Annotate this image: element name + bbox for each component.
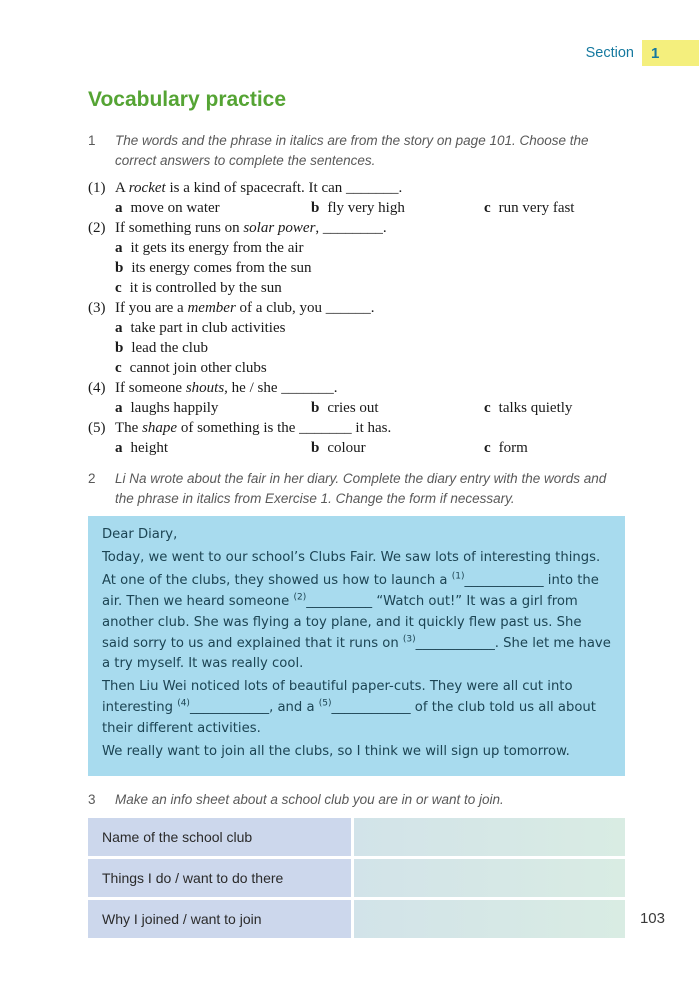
blank-number: (1) [451,571,465,582]
table-row [88,818,625,856]
option-text: it gets its energy from the air [130,240,304,257]
question-text [115,298,375,318]
page-number: 103 [639,910,665,927]
option-c [484,398,625,418]
option-b [311,198,484,218]
options-row [88,438,625,458]
option-letter: a [115,200,123,217]
text-segment: is a kind of spacecraft. It can _______. [165,180,403,197]
option-text: take part in club activities [130,320,286,337]
diary-paragraph [102,677,611,740]
question-3 [88,298,625,378]
option-letter: b [115,340,124,357]
page-content [88,131,625,949]
table-row-label: Name of the school club [88,818,351,856]
diary-paragraph: Today, we went to our school’s Clubs Fair. We saw lots of interesting things. [102,550,601,566]
question-2 [88,218,625,298]
text-segment: If someone [115,380,186,397]
question-number: (4) [88,380,106,397]
option-text: fly very high [327,200,405,217]
exercise-3 [88,790,625,939]
option-letter: c [484,440,491,457]
option-letter: b [311,200,320,217]
instruction-text: Make an info sheet about a school club you are in or want to join. [115,791,504,807]
text-segment: , he / she _______. [224,380,338,397]
option-b [311,398,484,418]
text-segment: , ________. [315,220,387,237]
option-text: colour [327,440,366,457]
option-a [115,238,625,258]
exercise-number: 1 [88,133,96,148]
question-number: (5) [88,420,106,437]
text-segment: Then Liu Wei noticed lots of beautiful paper-cuts. They were all cut into interesting [102,679,573,716]
table-answer-cell [354,859,625,897]
diary-paragraph: We really want to join all the clubs, so I think we will sign up tomorrow. [102,743,570,759]
diary-box [88,516,625,775]
option-b [115,258,625,278]
option-letter: c [484,200,491,217]
question-1 [88,178,625,218]
option-letter: a [115,400,123,417]
option-c [484,198,625,218]
option-text: run very fast [498,200,575,217]
option-letter: a [115,440,123,457]
options-stack [88,238,625,298]
option-text: form [498,440,528,457]
option-text: talks quietly [498,400,573,417]
fill-blank: ____________ of the club told us all about their different activities. [102,700,596,736]
option-c [484,438,625,458]
option-c [115,278,625,298]
text-segment: The [115,420,143,437]
table-row-label: Things I do / want to do there [88,859,351,897]
option-letter: c [115,280,122,297]
exercise-1 [88,131,625,458]
option-text: its energy comes from the sun [131,260,312,277]
option-text: lead the club [131,340,208,357]
option-letter: a [115,240,123,257]
italic-word: shape [142,420,178,437]
blank-number: (2) [293,592,307,603]
text-segment: of a club, you ______. [235,300,375,317]
option-a [115,318,625,338]
table-answer-cell [354,900,625,938]
fill-blank: __________ “Watch out!” It was a girl from another club. She was flying a toy plane, and it quickly flew past us. She said sorry to us and explained that it runs on [102,593,582,651]
option-letter: b [311,440,320,457]
option-a [115,438,311,458]
options-stack [88,318,625,378]
question-4 [88,378,625,418]
instruction-text: The words and the phrase in italics are from the story on page 101. Choose the correct answers to complete the sentences. [115,133,589,168]
option-text: height [130,440,168,457]
exercise-3-instructions [88,790,625,810]
question-text [115,378,337,398]
exercise-1-instructions [88,131,625,170]
option-text: cannot join other clubs [129,360,267,377]
exercise-number: 2 [88,471,96,487]
text-segment: of something is the _______ it has. [177,420,392,437]
question-number: (3) [88,300,106,317]
section-label: Section [585,45,634,61]
option-b [311,438,484,458]
diary-paragraph [102,571,611,675]
diary-salutation: Dear Diary, [102,527,178,543]
italic-word: member [187,300,236,317]
italic-word: rocket [128,180,166,197]
option-text: laughs happily [130,400,219,417]
fill-blank: ____________. She let me have a try myself. It was really cool. [102,635,611,672]
question-5 [88,418,625,458]
blank-number: (3) [402,634,416,645]
italic-word: solar power [243,220,316,237]
option-letter: c [484,400,491,417]
text-segment: If you are a [115,300,188,317]
exercise-2-instructions [88,469,625,508]
option-a [115,198,311,218]
option-c [115,358,625,378]
question-text [115,178,402,198]
exercise-number: 3 [88,791,96,807]
table-row [88,859,625,897]
option-text: cries out [327,400,379,417]
info-table [88,818,625,938]
section-number-badge: 1 [642,40,699,66]
section-tab [586,40,699,66]
option-b [115,338,625,358]
blank-number: (5) [318,698,332,709]
instruction-text: Li Na wrote about the fair in her diary. Complete the diary entry with the words and the phrase in italics from Exercise 1. Change the form if necessary. [115,471,607,506]
fill-blank: ____________ into the air. Then we heard someone [102,572,599,609]
option-letter: c [115,360,122,377]
blank-number: (4) [177,698,190,709]
option-letter: a [115,320,123,337]
option-letter: b [311,400,320,417]
table-row [88,900,625,938]
table-answer-cell [354,818,625,856]
option-text: it is controlled by the sun [129,280,282,297]
table-row-label: Why I joined / want to join [88,900,351,938]
question-number: (2) [88,220,106,237]
option-a [115,398,311,418]
question-text [115,418,391,438]
question-text [115,218,387,238]
page-title: Vocabulary practice [88,88,287,111]
option-letter: b [115,260,124,277]
text-segment: If something runs on [115,220,244,237]
options-row [88,398,625,418]
options-row [88,198,625,218]
fill-blank: ____________, and a [189,700,319,716]
exercise-2 [88,469,625,776]
text-segment: A [115,180,129,197]
question-number: (1) [88,180,106,197]
italic-word: shouts [185,380,225,397]
option-text: move on water [130,200,220,217]
text-segment: At one of the clubs, they showed us how to launch a [102,572,452,588]
